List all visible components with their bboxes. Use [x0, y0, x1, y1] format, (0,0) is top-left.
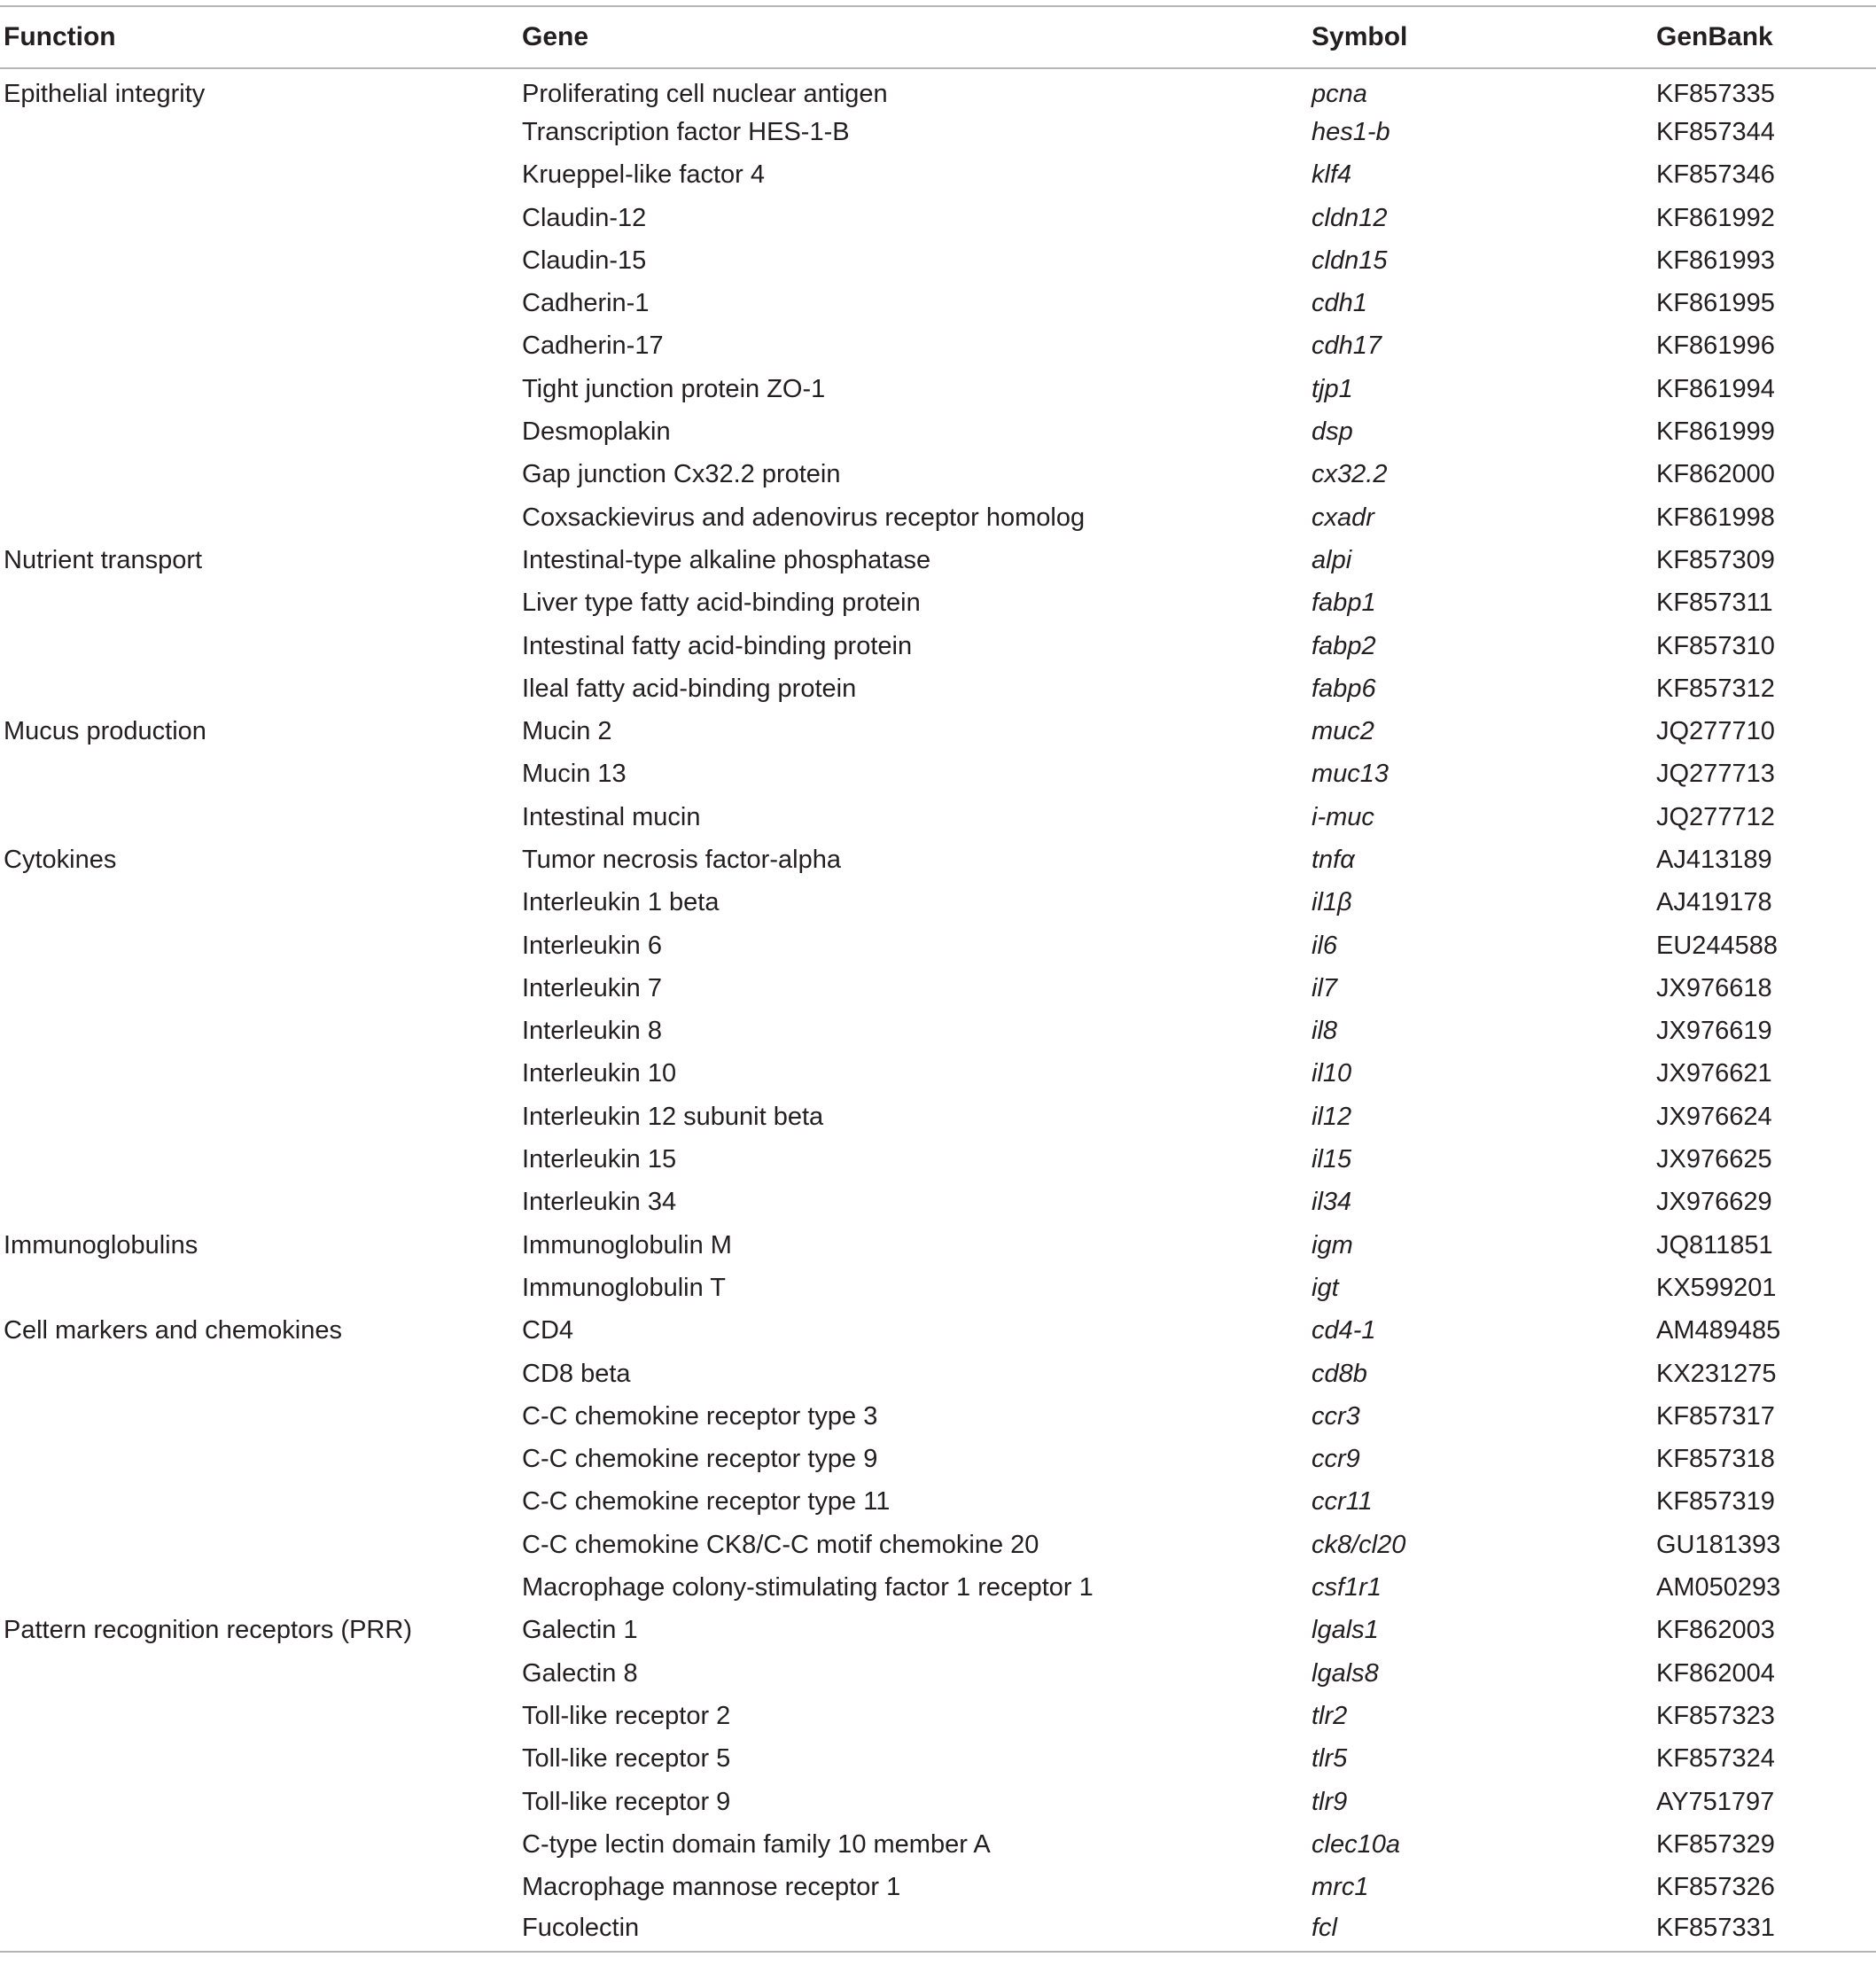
cell-gene: Macrophage mannose receptor 1 — [522, 1873, 901, 1902]
table-row — [0, 1866, 1876, 1908]
table-row — [0, 753, 1876, 796]
cell-function — [0, 368, 522, 410]
table-row — [0, 239, 1876, 282]
cell-gene: C-C chemokine receptor type 9 — [522, 1445, 878, 1474]
cell-genbank: KF857344 — [1656, 117, 1775, 146]
cell-function: Cytokines — [4, 845, 117, 874]
cell-symbol: il12 — [1312, 1102, 1352, 1131]
cell-symbol: ccr9 — [1312, 1445, 1360, 1474]
cell-symbol: i-muc — [1312, 802, 1374, 831]
cell-symbol: clec10a — [1312, 1829, 1400, 1859]
cell-gene: Toll-like receptor 2 — [522, 1701, 731, 1730]
cell-gene: Desmoplakin — [522, 417, 671, 447]
cell-function — [0, 1781, 522, 1823]
cell-genbank: KF857310 — [1656, 631, 1775, 660]
cell-genbank: KX599201 — [1656, 1273, 1777, 1302]
cell-function — [0, 325, 522, 368]
cell-function — [0, 1738, 522, 1781]
cell-function — [0, 154, 522, 197]
cell-gene: Interleukin 6 — [522, 931, 662, 960]
table-row — [0, 1224, 1876, 1267]
cell-genbank: KF862004 — [1656, 1658, 1775, 1688]
table-row — [0, 1566, 1876, 1609]
cell-symbol: cd4-1 — [1312, 1316, 1376, 1345]
table-row — [0, 1181, 1876, 1224]
cell-symbol: cldn12 — [1312, 203, 1388, 232]
cell-genbank: JX976625 — [1656, 1145, 1772, 1174]
cell-symbol: fabp2 — [1312, 631, 1376, 660]
table-row — [0, 1010, 1876, 1053]
cell-gene: Intestinal-type alkaline phosphatase — [522, 545, 931, 574]
cell-symbol: muc13 — [1312, 760, 1389, 789]
cell-genbank: JX976624 — [1656, 1102, 1772, 1131]
table-row — [0, 1439, 1876, 1481]
cell-symbol: il1β — [1312, 888, 1352, 917]
cell-function — [0, 111, 522, 153]
cell-symbol: cdh17 — [1312, 331, 1382, 361]
table-row — [0, 282, 1876, 324]
cell-gene: C-type lectin domain family 10 member A — [522, 1829, 991, 1859]
cell-function — [0, 1481, 522, 1524]
table-row — [0, 1524, 1876, 1566]
cell-gene: Immunoglobulin T — [522, 1273, 726, 1302]
cell-function — [0, 924, 522, 967]
cell-gene: CD4 — [522, 1316, 574, 1345]
cell-genbank: GU181393 — [1656, 1530, 1781, 1559]
cell-gene: Cadherin-17 — [522, 331, 664, 361]
cell-gene: Macrophage colony-stimulating factor 1 receptor 1 — [522, 1573, 1094, 1603]
cell-function — [0, 1695, 522, 1737]
cell-symbol: igm — [1312, 1230, 1353, 1259]
cell-function — [0, 1138, 522, 1181]
cell-function — [0, 667, 522, 710]
table-row — [0, 625, 1876, 667]
table-row — [0, 710, 1876, 753]
cell-symbol: tlr2 — [1312, 1701, 1348, 1730]
cell-function — [0, 1181, 522, 1224]
cell-function — [0, 1439, 522, 1481]
cell-gene: Coxsackievirus and adenovirus receptor homolog — [522, 503, 1086, 532]
cell-gene: Galectin 8 — [522, 1658, 638, 1688]
cell-function: Pattern recognition receptors (PRR) — [4, 1616, 412, 1645]
table-row — [0, 154, 1876, 197]
cell-genbank: KF862003 — [1656, 1616, 1775, 1645]
cell-gene: Intestinal mucin — [522, 802, 701, 831]
cell-function — [0, 454, 522, 496]
cell-genbank: AJ413189 — [1656, 845, 1772, 874]
cell-symbol: lgals8 — [1312, 1658, 1379, 1688]
table-row — [0, 1481, 1876, 1524]
table-row — [0, 325, 1876, 368]
cell-gene: Interleukin 34 — [522, 1188, 677, 1217]
cell-genbank: KF861992 — [1656, 203, 1775, 232]
cell-function — [0, 1566, 522, 1609]
cell-gene: Tight junction protein ZO-1 — [522, 374, 826, 403]
cell-gene: Toll-like receptor 9 — [522, 1787, 731, 1816]
cell-genbank: KF857323 — [1656, 1701, 1775, 1730]
cell-genbank: KX231275 — [1656, 1359, 1777, 1388]
cell-function — [0, 582, 522, 625]
table-header — [0, 6, 1876, 68]
cell-gene: Krueppel-like factor 4 — [522, 160, 766, 190]
cell-gene: Liver type fatty acid-binding protein — [522, 589, 921, 618]
cell-symbol: igt — [1312, 1273, 1339, 1302]
cell-gene: Immunoglobulin M — [522, 1230, 732, 1259]
cell-symbol: cxadr — [1312, 503, 1374, 532]
cell-gene: C-C chemokine receptor type 11 — [522, 1487, 891, 1517]
cell-function — [0, 625, 522, 667]
cell-genbank: KF857311 — [1656, 589, 1773, 618]
cell-gene: Interleukin 10 — [522, 1059, 677, 1088]
cell-genbank: KF857335 — [1656, 80, 1775, 109]
cell-genbank: KF857317 — [1656, 1401, 1775, 1431]
cell-genbank: KF857319 — [1656, 1487, 1775, 1517]
cell-function: Epithelial integrity — [4, 80, 206, 109]
cell-genbank: KF857329 — [1656, 1829, 1775, 1859]
cell-gene: Proliferating cell nuclear antigen — [522, 80, 888, 109]
cell-gene: Interleukin 15 — [522, 1145, 677, 1174]
cell-function — [0, 496, 522, 539]
cell-genbank: KF861993 — [1656, 246, 1775, 275]
table-row — [0, 667, 1876, 710]
cell-gene: C-C chemokine receptor type 3 — [522, 1401, 878, 1431]
cell-symbol: ck8/cl20 — [1312, 1530, 1406, 1559]
cell-symbol: tlr9 — [1312, 1787, 1348, 1816]
cell-symbol: tjp1 — [1312, 374, 1353, 403]
cell-symbol: klf4 — [1312, 160, 1352, 190]
cell-genbank: KF861994 — [1656, 374, 1775, 403]
cell-gene: Toll-like receptor 5 — [522, 1744, 731, 1774]
cell-symbol: il6 — [1312, 931, 1338, 960]
cell-genbank: KF857309 — [1656, 545, 1775, 574]
header-symbol: Symbol — [1308, 6, 1653, 68]
table-row — [0, 967, 1876, 1010]
cell-function — [0, 796, 522, 838]
cell-genbank: EU244588 — [1656, 931, 1779, 960]
cell-function — [0, 1267, 522, 1309]
table-row — [0, 1738, 1876, 1781]
cell-symbol: il10 — [1312, 1059, 1352, 1088]
table-row — [0, 1395, 1876, 1438]
cell-symbol: fabp6 — [1312, 674, 1376, 703]
table-row — [0, 68, 1876, 111]
cell-genbank: AY751797 — [1656, 1787, 1775, 1816]
cell-symbol: il8 — [1312, 1017, 1338, 1046]
cell-gene: Galectin 1 — [522, 1616, 638, 1645]
cell-gene: C-C chemokine CK8/C-C motif chemokine 20 — [522, 1530, 1039, 1559]
cell-symbol: cldn15 — [1312, 246, 1388, 275]
cell-function — [0, 1010, 522, 1053]
cell-symbol: fabp1 — [1312, 589, 1376, 618]
cell-genbank: KF861998 — [1656, 503, 1775, 532]
cell-gene: Transcription factor HES-1-B — [522, 117, 850, 146]
cell-gene: Tumor necrosis factor-alpha — [522, 845, 841, 874]
table-row — [0, 496, 1876, 539]
cell-function — [0, 1866, 522, 1908]
cell-function — [0, 1353, 522, 1395]
cell-symbol: csf1r1 — [1312, 1573, 1382, 1603]
cell-genbank: JX976619 — [1656, 1017, 1772, 1046]
table-row — [0, 368, 1876, 410]
table-row — [0, 1310, 1876, 1353]
table-row — [0, 582, 1876, 625]
cell-function — [0, 1909, 522, 1952]
table-row — [0, 539, 1876, 581]
cell-genbank: KF857326 — [1656, 1873, 1775, 1902]
cell-function — [0, 1096, 522, 1138]
table-body — [0, 68, 1876, 1952]
cell-function: Mucus production — [4, 717, 206, 746]
cell-symbol: il15 — [1312, 1145, 1352, 1174]
cell-function: Immunoglobulins — [4, 1230, 198, 1259]
cell-genbank: KF857318 — [1656, 1445, 1775, 1474]
cell-genbank: KF861999 — [1656, 417, 1775, 447]
cell-function — [0, 197, 522, 239]
cell-gene: Gap junction Cx32.2 protein — [522, 460, 841, 489]
cell-genbank: JX976618 — [1656, 973, 1772, 1002]
cell-symbol: muc2 — [1312, 717, 1374, 746]
cell-symbol: tnfα — [1312, 845, 1355, 874]
table-row — [0, 111, 1876, 153]
table-row — [0, 882, 1876, 924]
cell-symbol: alpi — [1312, 545, 1352, 574]
cell-symbol: il7 — [1312, 973, 1338, 1002]
cell-function — [0, 239, 522, 282]
table-row — [0, 1138, 1876, 1181]
cell-gene: Interleukin 8 — [522, 1017, 662, 1046]
cell-genbank: KF862000 — [1656, 460, 1775, 489]
table-row — [0, 1781, 1876, 1823]
cell-genbank: JQ811851 — [1656, 1230, 1773, 1259]
cell-function: Cell markers and chemokines — [4, 1316, 342, 1345]
header-row — [0, 6, 1876, 68]
cell-symbol: tlr5 — [1312, 1744, 1348, 1774]
header-function: Function — [0, 6, 522, 68]
table-row — [0, 1053, 1876, 1096]
cell-symbol: il34 — [1312, 1188, 1352, 1217]
cell-function — [0, 1524, 522, 1566]
cell-genbank: JQ277710 — [1656, 717, 1775, 746]
cell-symbol: fcl — [1308, 1909, 1653, 1952]
cell-gene: Claudin-15 — [522, 246, 647, 275]
cell-genbank: KF861995 — [1656, 289, 1775, 318]
cell-function — [0, 1053, 522, 1096]
cell-genbank: KF857346 — [1656, 160, 1775, 190]
cell-genbank: JQ277713 — [1656, 760, 1775, 789]
cell-gene: Mucin 13 — [522, 760, 627, 789]
cell-gene: Interleukin 12 subunit beta — [522, 1102, 824, 1131]
cell-symbol: cx32.2 — [1312, 460, 1388, 489]
cell-function — [0, 1823, 522, 1866]
cell-symbol: ccr11 — [1312, 1487, 1373, 1517]
cell-function — [0, 967, 522, 1010]
table-row — [0, 410, 1876, 453]
cell-gene: Interleukin 7 — [522, 973, 662, 1002]
cell-symbol: dsp — [1312, 417, 1353, 447]
cell-gene: CD8 beta — [522, 1359, 631, 1388]
cell-gene: Cadherin-1 — [522, 289, 650, 318]
cell-symbol: ccr3 — [1312, 1401, 1360, 1431]
cell-gene: Ileal fatty acid-binding protein — [522, 674, 857, 703]
gene-table — [0, 5, 1876, 1953]
cell-function: Nutrient transport — [4, 545, 203, 574]
cell-genbank: JX976629 — [1656, 1188, 1772, 1217]
cell-symbol: cdh1 — [1312, 289, 1367, 318]
cell-symbol: cd8b — [1312, 1359, 1367, 1388]
cell-gene: Claudin-12 — [522, 203, 647, 232]
table-row — [0, 796, 1876, 838]
table-row — [0, 1909, 1876, 1952]
cell-symbol: lgals1 — [1312, 1616, 1379, 1645]
cell-symbol: hes1-b — [1312, 117, 1390, 146]
table-row — [0, 1353, 1876, 1395]
cell-function — [0, 1652, 522, 1695]
table-row — [0, 454, 1876, 496]
cell-genbank: KF861996 — [1656, 331, 1775, 361]
table-row — [0, 197, 1876, 239]
table-row — [0, 1652, 1876, 1695]
table-row — [0, 1695, 1876, 1737]
cell-genbank: AM489485 — [1656, 1316, 1781, 1345]
cell-function — [0, 410, 522, 453]
table-row — [0, 838, 1876, 881]
cell-genbank: JQ277712 — [1656, 802, 1775, 831]
table-row — [0, 1096, 1876, 1138]
cell-symbol: pcna — [1312, 80, 1367, 109]
cell-symbol: mrc1 — [1312, 1873, 1369, 1902]
table-row — [0, 1267, 1876, 1309]
table-row — [0, 1610, 1876, 1652]
cell-gene: Mucin 2 — [522, 717, 612, 746]
table-row — [0, 924, 1876, 967]
table-row — [0, 1823, 1876, 1866]
cell-function — [0, 882, 522, 924]
cell-genbank: AM050293 — [1656, 1573, 1781, 1603]
cell-genbank: KF857331 — [1653, 1909, 1876, 1952]
cell-function — [0, 753, 522, 796]
cell-gene: Interleukin 1 beta — [522, 888, 720, 917]
cell-genbank: KF857312 — [1656, 674, 1775, 703]
header-gene: Gene — [522, 6, 1308, 68]
header-genbank: GenBank — [1653, 6, 1876, 68]
cell-genbank: KF857324 — [1656, 1744, 1775, 1774]
cell-function — [0, 1395, 522, 1438]
cell-genbank: AJ419178 — [1656, 888, 1772, 917]
cell-gene: Fucolectin — [522, 1909, 1308, 1952]
cell-gene: Intestinal fatty acid-binding protein — [522, 631, 913, 660]
cell-genbank: JX976621 — [1656, 1059, 1772, 1088]
cell-function — [0, 282, 522, 324]
